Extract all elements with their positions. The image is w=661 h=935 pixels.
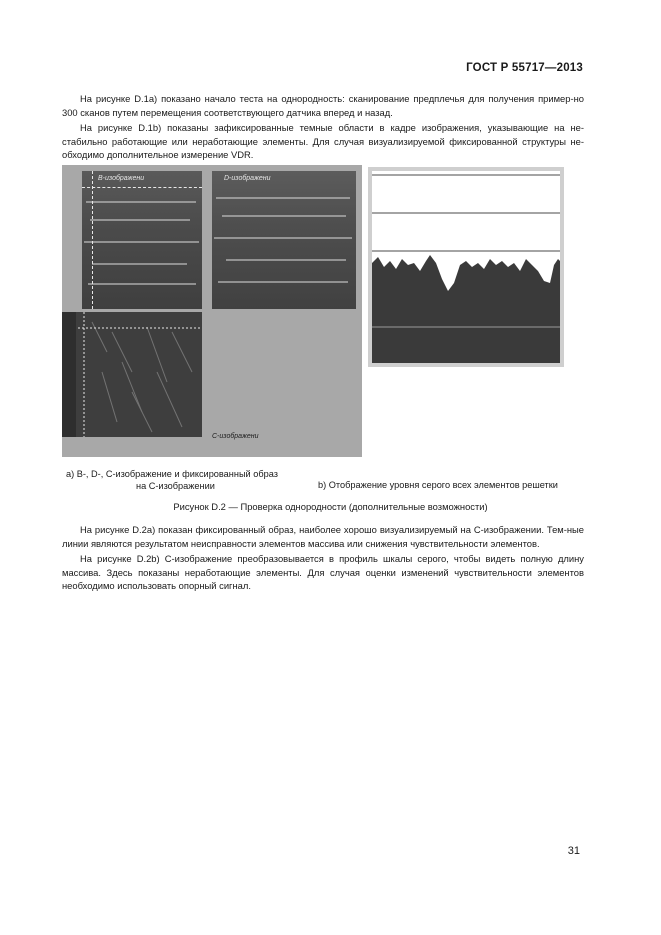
gray-profile-svg [372,171,560,363]
caption-a-line-2: на С-изображении [136,481,215,491]
figure-panel-a [62,165,362,457]
c-image-label: С-изображени [212,433,259,440]
figure-title: Рисунок D.2 — Проверка однородности (дополнительные возможности) [173,501,488,512]
gray-profile-area [372,255,560,363]
page-number: 31 [567,845,580,857]
intro-paragraph-2: На рисунке D.1b) показаны зафиксированные темные области в кадре изображения, указывающие на не-стабильно работающие или неработающие элементы. Для случая визуализируемой фиксированной структуры не-обходимо дополнительное измерение VDR. [62,122,584,160]
intro-paragraph-1: На рисунке D.1a) показано начало теста на однородность: сканирование предплечья для получения пример-но 300 сканов путем перемещения соответствующего датчика вперед и назад. [62,93,584,118]
intro-text [62,92,584,162]
gray-profile-plot [372,171,560,363]
caption-panel-b: b) Отображение уровня серого всех элементов решетки [318,480,558,490]
b-image-label: В-изображени [98,175,145,182]
caption-panel-a [66,468,316,492]
d-image-label: D-изображени [224,175,271,182]
outro-paragraph-1: На рисунке D.2a) показан фиксированный образ, наиболее хорошо визуализируемый на С-изображении. Тем-ные линии являются результатом неисправности элементов массива или снижения чувствительности элементов. [62,524,584,549]
outro-text [62,523,584,593]
figure-panel-b [368,167,564,367]
outro-paragraph-2: На рисунке D.2b) С-изображение преобразовывается в профиль шкалы серого, чтобы видеть полную длину массива. Здесь показаны неработающие элементы. Для случая оценки изменений чувствительности элементов необходимо использовать опорный сигнал. [62,553,584,591]
document-id: ГОСТ Р 55717—2013 [466,62,583,74]
d-image [212,171,356,309]
c-image-texture [62,312,202,437]
caption-a-line-1: a) В-, D-, С-изображение и фиксированный образ [66,469,278,479]
b-image [82,171,202,309]
c-image [62,312,202,437]
